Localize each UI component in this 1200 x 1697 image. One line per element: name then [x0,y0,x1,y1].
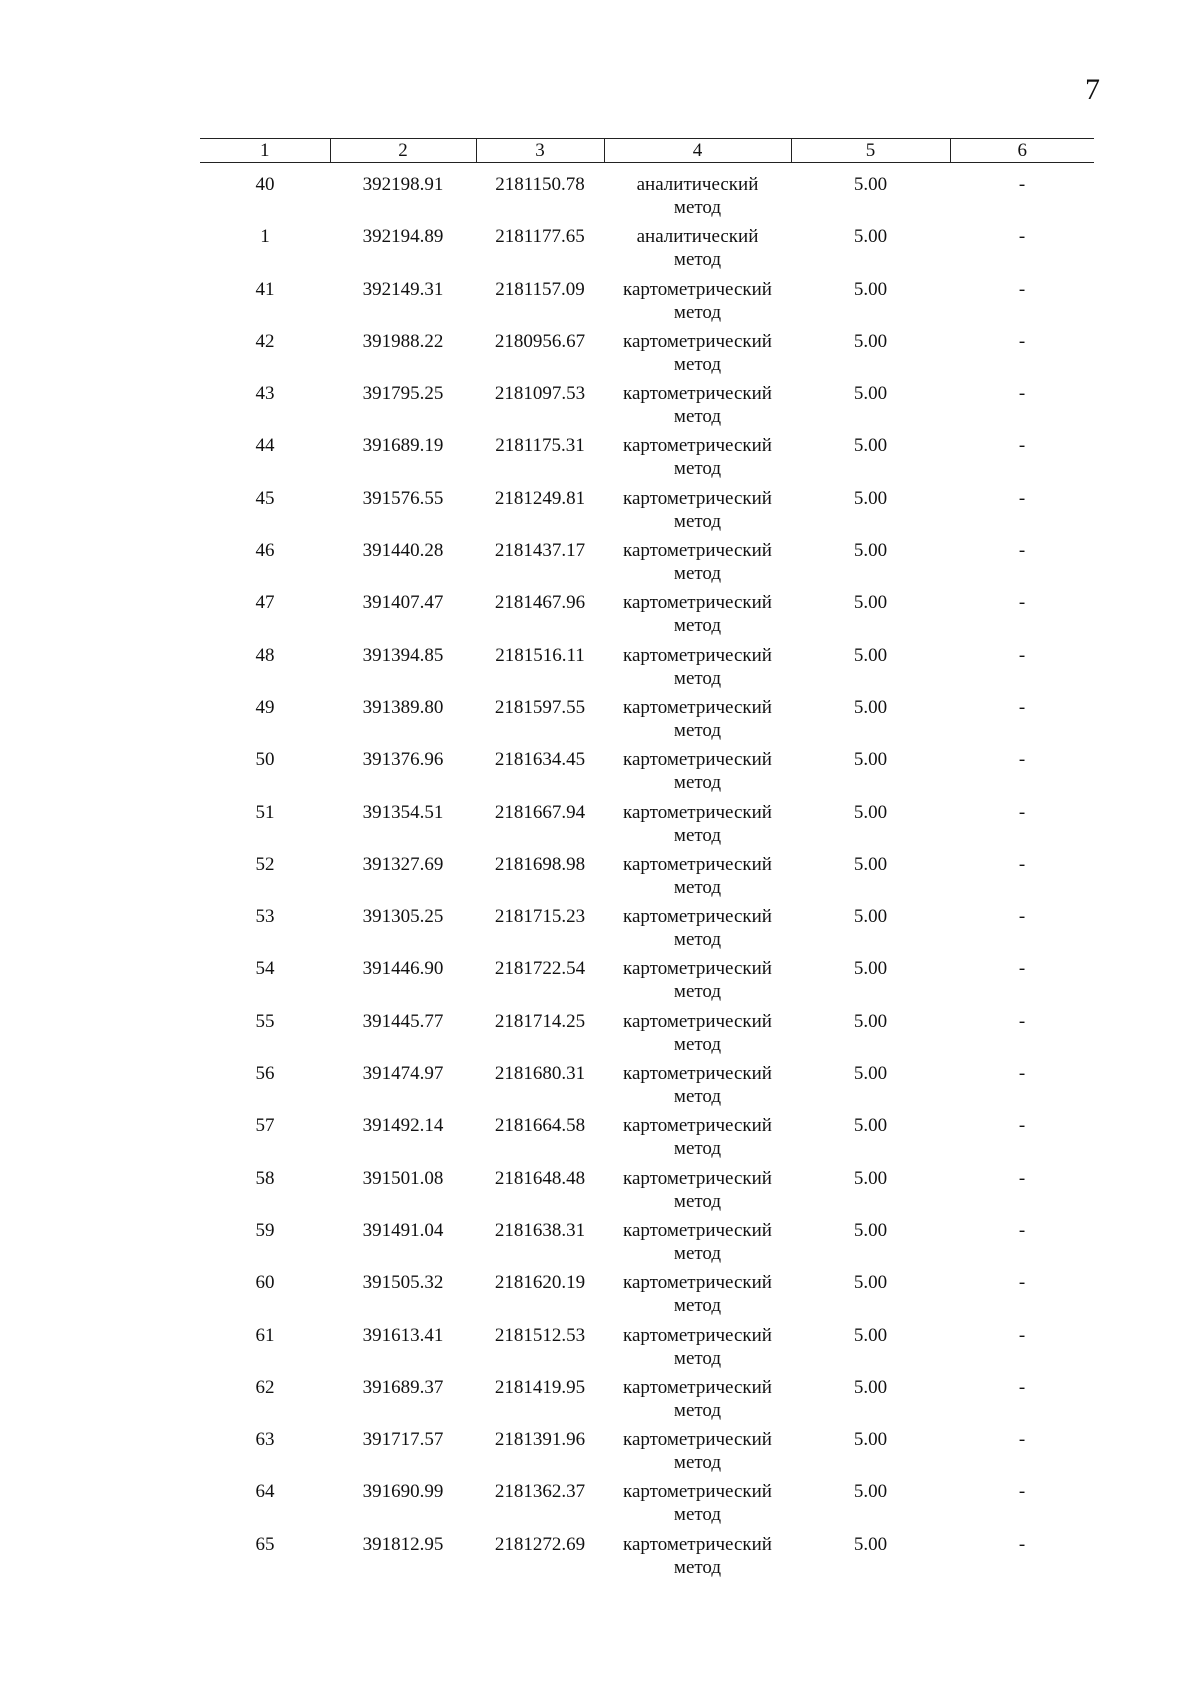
y-coordinate-cell: 2181648.48 [494,1167,586,1189]
column-header-6: 6 [950,139,1094,163]
point-number-cell: 52 [255,853,275,875]
accuracy-cell: 5.00 [853,801,888,823]
method-line-2: метод [673,406,722,428]
y-coordinate-cell: 2181680.31 [494,1063,586,1085]
table-row [200,1271,1094,1323]
method-line-2: метод [673,563,722,585]
method-line-1: картометрический [623,487,772,509]
y-coordinate-cell: 2181150.78 [495,174,585,195]
x-coordinate-cell: 392149.31 [362,278,444,300]
note-cell: - [1018,1376,1026,1398]
x-coordinate-cell: 391988.22 [362,330,444,352]
table-row [200,1428,1094,1480]
method-cell [604,278,791,330]
method-cell [604,591,791,643]
accuracy-cell: 5.00 [853,1219,888,1241]
method-line-1: картометрический [623,592,772,614]
note-cell: - [1018,1533,1026,1555]
method-line-2: метод [673,929,722,951]
method-line-2: метод [673,1033,722,1055]
accuracy-cell: 5.00 [853,226,888,248]
header-row [200,139,1094,163]
accuracy-cell: 5.00 [853,1324,888,1346]
method-cell [604,434,791,486]
y-coordinate-cell: 2181722.54 [494,958,586,980]
point-number-cell: 53 [255,906,275,928]
note-cell: - [1018,1115,1026,1137]
table-row [200,1376,1094,1428]
page-number: 7 [1085,73,1100,106]
x-coordinate-cell: 391505.32 [362,1272,444,1294]
note-cell: - [1018,1324,1026,1346]
table-row [200,434,1094,486]
table-row [200,1219,1094,1271]
x-coordinate-cell: 391389.80 [362,696,444,718]
x-coordinate-cell: 391474.97 [362,1063,444,1085]
point-number-cell: 60 [255,1272,275,1294]
table-row [200,1480,1094,1532]
accuracy-cell: 5.00 [853,540,888,562]
x-coordinate-cell: 391689.19 [362,435,444,457]
y-coordinate-cell: 2181097.53 [494,383,586,405]
method-line-1: картометрический [623,1324,772,1346]
point-number-cell: 55 [255,1010,275,1032]
accuracy-cell: 5.00 [853,383,888,405]
y-coordinate-cell: 2181272.69 [494,1533,586,1555]
method-line-2: метод [673,876,722,898]
note-cell: - [1018,696,1026,718]
point-number-cell: 43 [255,383,275,405]
note-cell: - [1018,749,1026,771]
note-cell: - [1018,1167,1026,1189]
x-coordinate-cell: 391354.51 [362,801,444,823]
x-coordinate-cell: 391376.96 [362,749,444,771]
point-number-cell: 51 [255,801,275,823]
accuracy-cell: 5.00 [853,330,888,352]
x-coordinate-cell: 391501.08 [362,1167,444,1189]
accuracy-cell: 5.00 [853,1429,888,1451]
note-cell: - [1018,1219,1026,1241]
x-coordinate-cell: 391491.04 [362,1219,444,1241]
table-row [200,330,1094,382]
table-row [200,539,1094,591]
method-cell [604,1376,791,1428]
point-number-cell: 1 [260,226,270,248]
table-row [200,853,1094,905]
method-line-2: метод [673,615,722,637]
table-row [200,644,1094,696]
accuracy-cell: 5.00 [853,1167,888,1189]
table-row [200,1167,1094,1219]
accuracy-cell: 5.00 [853,749,888,771]
method-cell [604,487,791,539]
method-line-1: картометрический [623,278,772,300]
y-coordinate-cell: 2181177.65 [495,226,585,248]
point-number-cell: 42 [255,330,275,352]
note-cell: - [1018,278,1026,300]
note-cell: - [1018,330,1026,352]
method-line-2: метод [673,249,722,271]
y-coordinate-cell: 2181638.31 [494,1219,586,1241]
x-coordinate-cell: 391440.28 [362,540,444,562]
point-number-cell: 62 [255,1376,275,1398]
point-number-cell: 63 [255,1429,275,1451]
table-row [200,1010,1094,1062]
method-line-2: метод [673,1347,722,1369]
accuracy-cell: 5.00 [853,1376,888,1398]
method-cell [604,1114,791,1166]
y-coordinate-cell: 2181698.98 [494,853,586,875]
x-coordinate-cell: 391576.55 [362,487,444,509]
note-cell: - [1018,1481,1026,1503]
accuracy-cell: 5.00 [853,592,888,614]
point-number-cell: 50 [255,749,275,771]
method-cell [604,1324,791,1376]
column-header-4: 4 [604,139,791,163]
y-coordinate-cell: 2181667.94 [494,801,586,823]
table-row [200,696,1094,748]
table-row [200,225,1094,277]
note-cell: - [1018,801,1026,823]
x-coordinate-cell: 391327.69 [362,853,444,875]
accuracy-cell: 5.00 [853,696,888,718]
point-number-cell: 47 [255,592,275,614]
method-line-2: метод [673,353,722,375]
method-line-1: картометрический [623,435,772,457]
method-cell [604,696,791,748]
table-row [200,801,1094,853]
table-row [200,382,1094,434]
method-line-1: картометрический [623,1219,772,1241]
accuracy-cell: 5.00 [853,1533,888,1555]
x-coordinate-cell: 391445.77 [362,1010,444,1032]
note-cell: - [1018,644,1026,666]
y-coordinate-cell: 2180956.67 [494,330,586,352]
y-coordinate-cell: 2181512.53 [494,1324,586,1346]
point-number-cell: 44 [255,435,275,457]
method-line-1: картометрический [623,1376,772,1398]
point-number-cell: 40 [255,174,275,195]
y-coordinate-cell: 2181419.95 [494,1376,586,1398]
method-cell [604,1167,791,1219]
method-cell [604,539,791,591]
accuracy-cell: 5.00 [853,1272,888,1294]
note-cell: - [1018,383,1026,405]
note-cell: - [1018,906,1026,928]
x-coordinate-cell: 391689.37 [362,1376,444,1398]
x-coordinate-cell: 391812.95 [362,1533,444,1555]
coordinates-table [200,138,1094,1585]
y-coordinate-cell: 2181516.11 [495,644,585,666]
note-cell: - [1018,226,1026,248]
method-line-1: картометрический [623,1533,772,1555]
accuracy-cell: 5.00 [853,1063,888,1085]
y-coordinate-cell: 2181249.81 [494,487,586,509]
method-line-2: метод [673,1086,722,1108]
y-coordinate-cell: 2181664.58 [494,1115,586,1137]
x-coordinate-cell: 391305.25 [362,906,444,928]
method-cell [604,173,791,225]
method-line-1: картометрический [623,906,772,928]
method-cell [604,225,791,277]
method-line-1: картометрический [623,330,772,352]
method-line-1: картометрический [623,749,772,771]
y-coordinate-cell: 2181597.55 [494,696,586,718]
table-row [200,957,1094,1009]
header-spacer [200,163,1094,174]
method-line-1: картометрический [623,1115,772,1137]
table-row [200,1114,1094,1166]
note-cell: - [1018,1272,1026,1294]
method-cell [604,957,791,1009]
x-coordinate-cell: 391717.57 [362,1429,444,1451]
method-line-1: аналитический [636,226,759,248]
note-cell: - [1018,1429,1026,1451]
table-row [200,1062,1094,1114]
x-coordinate-cell: 392198.91 [362,174,444,195]
point-number-cell: 49 [255,696,275,718]
x-coordinate-cell: 391492.14 [362,1115,444,1137]
y-coordinate-cell: 2181620.19 [494,1272,586,1294]
point-number-cell: 45 [255,487,275,509]
method-line-1: картометрический [623,1063,772,1085]
accuracy-cell: 5.00 [853,487,888,509]
method-cell [604,644,791,696]
method-line-1: картометрический [623,1481,772,1503]
method-cell [604,1010,791,1062]
note-cell: - [1018,592,1026,614]
method-line-2: метод [673,1556,722,1578]
method-cell [604,1219,791,1271]
table-row [200,173,1094,225]
accuracy-cell: 5.00 [853,174,888,195]
method-line-1: картометрический [623,383,772,405]
accuracy-cell: 5.00 [853,958,888,980]
method-line-2: метод [673,1190,722,1212]
table-body [200,173,1094,1585]
method-line-1: картометрический [623,1167,772,1189]
method-line-2: метод [673,458,722,480]
method-cell [604,382,791,434]
note-cell: - [1018,435,1026,457]
method-cell [604,1271,791,1323]
method-cell [604,748,791,800]
point-number-cell: 65 [255,1533,275,1555]
method-line-1: картометрический [623,696,772,718]
y-coordinate-cell: 2181157.09 [495,278,585,300]
method-line-1: картометрический [623,540,772,562]
method-line-2: метод [673,1295,722,1317]
method-line-2: метод [673,981,722,1003]
x-coordinate-cell: 392194.89 [362,226,444,248]
method-cell [604,801,791,853]
note-cell: - [1018,540,1026,562]
method-line-2: метод [673,510,722,532]
table-row [200,487,1094,539]
column-header-1: 1 [200,139,330,163]
column-header-3: 3 [476,139,604,163]
accuracy-cell: 5.00 [853,853,888,875]
table-row [200,905,1094,957]
y-coordinate-cell: 2181714.25 [494,1010,586,1032]
method-line-2: метод [673,667,722,689]
note-cell: - [1018,1063,1026,1085]
x-coordinate-cell: 391394.85 [362,644,444,666]
point-number-cell: 57 [255,1115,275,1137]
method-cell [604,853,791,905]
method-line-1: картометрический [623,644,772,666]
note-cell: - [1018,1010,1026,1032]
y-coordinate-cell: 2181391.96 [494,1429,586,1451]
note-cell: - [1018,853,1026,875]
method-line-2: метод [673,1138,722,1160]
y-coordinate-cell: 2181467.96 [494,592,586,614]
method-cell [604,1428,791,1480]
point-number-cell: 61 [255,1324,275,1346]
x-coordinate-cell: 391446.90 [362,958,444,980]
method-cell [604,1062,791,1114]
note-cell: - [1018,487,1026,509]
point-number-cell: 56 [255,1063,275,1085]
method-cell [604,1533,791,1585]
method-line-2: метод [673,1452,722,1474]
table-row [200,1533,1094,1585]
method-line-1: картометрический [623,1429,772,1451]
method-line-1: картометрический [623,1272,772,1294]
method-cell [604,330,791,382]
method-line-2: метод [673,1504,722,1526]
accuracy-cell: 5.00 [853,435,888,457]
accuracy-cell: 5.00 [853,278,888,300]
method-cell [604,905,791,957]
table-row [200,1324,1094,1376]
table-row [200,591,1094,643]
method-line-1: картометрический [623,958,772,980]
x-coordinate-cell: 391795.25 [362,383,444,405]
method-line-2: метод [673,719,722,741]
accuracy-cell: 5.00 [853,1481,888,1503]
method-line-2: метод [673,1242,722,1264]
point-number-cell: 58 [255,1167,275,1189]
point-number-cell: 48 [255,644,275,666]
method-line-2: метод [673,301,722,323]
method-line-1: картометрический [623,853,772,875]
y-coordinate-cell: 2181362.37 [494,1481,586,1503]
accuracy-cell: 5.00 [853,1115,888,1137]
table-row [200,278,1094,330]
method-line-2: метод [673,1399,722,1421]
method-line-2: метод [673,772,722,794]
accuracy-cell: 5.00 [853,906,888,928]
column-header-5: 5 [791,139,950,163]
y-coordinate-cell: 2181175.31 [495,435,585,457]
point-number-cell: 59 [255,1219,275,1241]
table-header [200,139,1094,163]
point-number-cell: 46 [255,540,275,562]
method-line-1: картометрический [623,801,772,823]
method-line-2: метод [673,824,722,846]
column-header-2: 2 [330,139,476,163]
point-number-cell: 54 [255,958,275,980]
point-number-cell: 41 [255,278,275,300]
y-coordinate-cell: 2181634.45 [494,749,586,771]
y-coordinate-cell: 2181715.23 [494,906,586,928]
note-cell: - [1018,958,1026,980]
note-cell: - [1018,174,1026,195]
x-coordinate-cell: 391407.47 [362,592,444,614]
method-cell [604,1480,791,1532]
accuracy-cell: 5.00 [853,1010,888,1032]
point-number-cell: 64 [255,1481,275,1503]
method-line-1: аналитический [636,174,759,195]
accuracy-cell: 5.00 [853,644,888,666]
table-row [200,748,1094,800]
method-line-2: метод [673,197,722,218]
x-coordinate-cell: 391690.99 [362,1481,444,1503]
x-coordinate-cell: 391613.41 [362,1324,444,1346]
method-line-1: картометрический [623,1010,772,1032]
y-coordinate-cell: 2181437.17 [494,540,586,562]
